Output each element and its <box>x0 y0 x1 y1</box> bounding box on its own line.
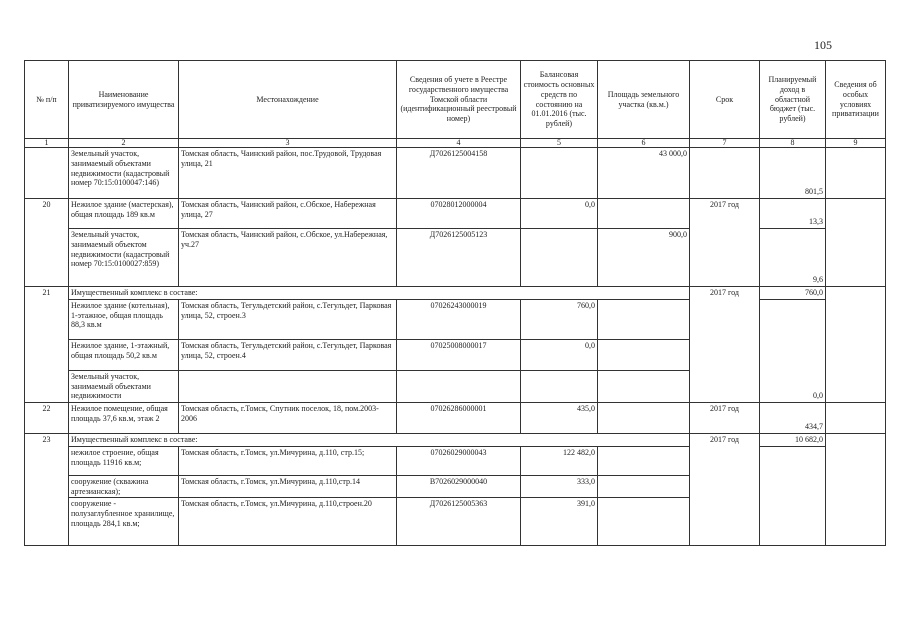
item-location: Томская область, Тегульдетский район, с.Тегульдет, Парковая улица, 52, строен.3 <box>179 299 397 339</box>
row-number: 20 <box>25 199 69 287</box>
column-number: 5 <box>521 139 598 148</box>
item-income: 13,3 <box>760 199 826 229</box>
item-balance <box>521 148 598 199</box>
header-row <box>25 61 886 139</box>
item-name: нежилое строение, общая площадь 11916 кв.м; <box>69 446 179 475</box>
row-number: 23 <box>25 434 69 546</box>
complex-title: Имущественный комплекс в составе: <box>69 434 690 447</box>
item-location: Томская область, Чаинский район, пос.Трудовой, Трудовая улица, 21 <box>179 148 397 199</box>
item-income: 801,5 <box>760 148 826 199</box>
table-row <box>25 287 886 300</box>
column-number: 8 <box>760 139 826 148</box>
item-name: сооружение (скважина артезианская); <box>69 475 179 498</box>
column-number: 9 <box>826 139 886 148</box>
item-balance: 0,0 <box>521 339 598 370</box>
item-location: Томская область, г.Томск, Спутник поселок, 18, пом.2003-2006 <box>179 403 397 434</box>
privatization-table <box>24 60 886 546</box>
item-term: 2017 год <box>690 434 760 546</box>
header-cell-number: № п/п <box>25 61 69 139</box>
item-balance <box>521 370 598 402</box>
item-location: Томская область, Чаинский район, с.Обское, ул.Набережная, уч.27 <box>179 229 397 287</box>
item-conditions <box>826 434 886 546</box>
item-balance: 435,0 <box>521 403 598 434</box>
item-name: сооружение - полузаглубленное хранилище, площадь 284,1 кв.м; <box>69 498 179 546</box>
item-term <box>690 148 760 199</box>
row-number: 22 <box>25 403 69 434</box>
item-income: 0,0 <box>760 299 826 402</box>
item-location: Томская область, Чаинский район, с.Обское, Набережная улица, 27 <box>179 199 397 229</box>
item-balance <box>521 229 598 287</box>
item-name: Земельный участок, занимаемый объектом недвижимости (кадастровый номер 70:15:0100027:859) <box>69 229 179 287</box>
item-income: 9,6 <box>760 229 826 287</box>
item-registry: 07026029000043 <box>397 446 521 475</box>
item-conditions <box>826 287 886 403</box>
item-name: Нежилое помещение, общая площадь 37,6 кв.м, этаж 2 <box>69 403 179 434</box>
item-income: 434,7 <box>760 403 826 434</box>
item-balance: 0,0 <box>521 199 598 229</box>
item-location: Томская область, г.Томск, ул.Мичурина, д.110,стр.14 <box>179 475 397 498</box>
item-balance: 122 482,0 <box>521 446 598 475</box>
item-registry: В7026029000040 <box>397 475 521 498</box>
item-conditions <box>826 199 886 287</box>
item-location: Томская область, Тегульдетский район, с.Тегульдет, Парковая улица, 52, строен.4 <box>179 339 397 370</box>
item-registry: Д7026125005123 <box>397 229 521 287</box>
item-registry: 07026286000001 <box>397 403 521 434</box>
item-area: 900,0 <box>598 229 690 287</box>
item-location: Томская область, г.Томск, ул.Мичурина, д.110,строен.20 <box>179 498 397 546</box>
item-conditions <box>826 403 886 434</box>
item-balance: 391,0 <box>521 498 598 546</box>
item-name: Земельный участок, занимаемый объектами недвижимости (кадастровый номер 70:15:0100047:146) <box>69 148 179 199</box>
table-row <box>25 403 886 434</box>
item-registry: 07028012000004 <box>397 199 521 229</box>
item-registry: Д7026125005363 <box>397 498 521 546</box>
header-cell-term: Срок <box>690 61 760 139</box>
column-number: 4 <box>397 139 521 148</box>
column-number: 3 <box>179 139 397 148</box>
complex-title: Имущественный комплекс в составе: <box>69 287 690 300</box>
item-area <box>598 498 690 546</box>
header-cell-registry: Сведения об учете в Реестре государственного имущества Томской области (идентификационный реестровый номер) <box>397 61 521 139</box>
item-conditions <box>826 148 886 199</box>
item-area <box>598 446 690 475</box>
item-registry: Д7026125004158 <box>397 148 521 199</box>
item-balance: 333,0 <box>521 475 598 498</box>
column-number: 7 <box>690 139 760 148</box>
table-row <box>25 434 886 447</box>
item-name: Нежилое здание (котельная), 1-этажное, общая площадь 88,3 кв.м <box>69 299 179 339</box>
item-location: Томская область, г.Томск, ул.Мичурина, д.110, стр.15; <box>179 446 397 475</box>
item-term: 2017 год <box>690 287 760 403</box>
row-number: 21 <box>25 287 69 403</box>
item-area <box>598 403 690 434</box>
item-area: 43 000,0 <box>598 148 690 199</box>
item-term: 2017 год <box>690 199 760 287</box>
item-balance: 760,0 <box>521 299 598 339</box>
item-area <box>598 475 690 498</box>
table-row <box>25 199 886 229</box>
item-location <box>179 370 397 402</box>
item-name: Нежилое здание (мастерская), общая площадь 189 кв.м <box>69 199 179 229</box>
item-name: Нежилое здание, 1-этажный, общая площадь 50,2 кв.м <box>69 339 179 370</box>
item-income <box>760 446 826 546</box>
item-area <box>598 339 690 370</box>
item-area <box>598 370 690 402</box>
column-number: 6 <box>598 139 690 148</box>
item-income: 10 682,0 <box>760 434 826 447</box>
item-income: 760,0 <box>760 287 826 300</box>
item-registry: 07025008000017 <box>397 339 521 370</box>
item-name: Земельный участок, занимаемый объектами недвижимости <box>69 370 179 402</box>
item-area <box>598 299 690 339</box>
item-registry: 07026243000019 <box>397 299 521 339</box>
page-number: 105 <box>814 38 832 52</box>
header-cell-area: Площадь земельного участка (кв.м.) <box>598 61 690 139</box>
header-cell-location: Местонахождение <box>179 61 397 139</box>
column-number-row <box>25 139 886 148</box>
item-term: 2017 год <box>690 403 760 434</box>
header-cell-balance: Балансовая стоимость основных средств по состоянию на 01.01.2016 (тыс. рублей) <box>521 61 598 139</box>
item-area <box>598 199 690 229</box>
column-number: 1 <box>25 139 69 148</box>
item-registry <box>397 370 521 402</box>
header-cell-conditions: Сведения об особых условиях приватизации <box>826 61 886 139</box>
header-cell-name: Наименование приватизируемого имущества <box>69 61 179 139</box>
column-number: 2 <box>69 139 179 148</box>
header-cell-income: Планируемый доход в областной бюджет (тыс. рублей) <box>760 61 826 139</box>
table-row <box>25 148 886 199</box>
row-number-cell <box>25 148 69 199</box>
